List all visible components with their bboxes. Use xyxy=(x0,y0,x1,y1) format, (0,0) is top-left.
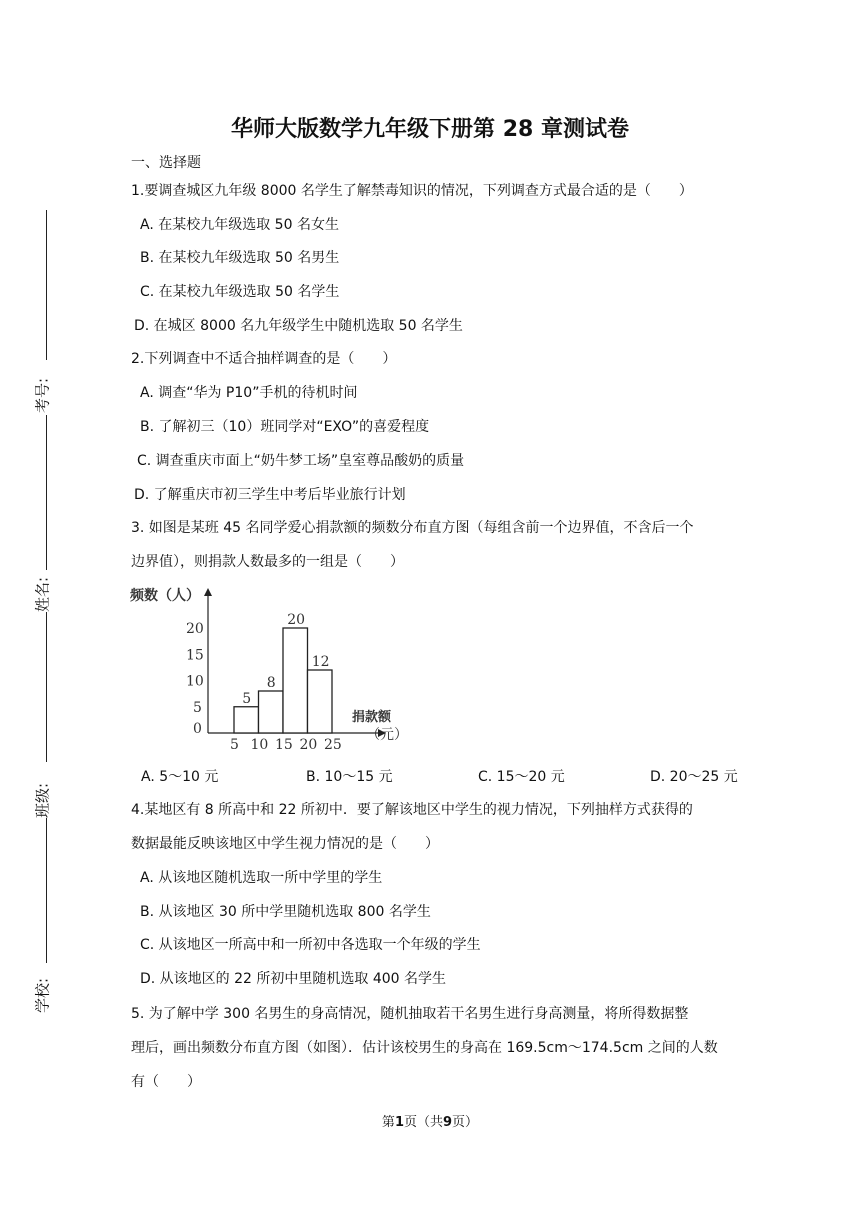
q1-stem: 1.要调查城区九年级 8000 名学生了解禁毒知识的情况，下列调查方式最合适的是（ ） xyxy=(131,183,693,199)
x-tick-label: 15 xyxy=(275,737,293,753)
label-name: 姓名: xyxy=(33,576,52,613)
q2-option-b: B. 了解初三（10）班同学对“EXO”的喜爱程度 xyxy=(140,419,430,435)
q3-stem-line2: 边界值），则捐款人数最多的一组是（ ） xyxy=(131,554,404,570)
x-tick-label: 20 xyxy=(299,737,318,753)
q2-option-c: C. 调查重庆市面上“奶牛梦工场”皇室尊品酸奶的质量 xyxy=(137,453,465,469)
q4-stem-line1: 4.某地区有 8 所高中和 22 所初中．要了解该地区中学生的视力情况，下列抽样方式获得的 xyxy=(131,802,693,818)
footer-mid: 页（共 xyxy=(403,1115,443,1130)
footer-suffix: 页） xyxy=(452,1115,479,1130)
page-footer xyxy=(0,1111,860,1130)
histogram-chart xyxy=(128,582,428,762)
y-axis-arrow xyxy=(204,588,212,596)
q3-stem-line1: 3. 如图是某班 45 名同学爱心捐款额的频数分布直方图（每组含前一个边界值，不含后一个 xyxy=(131,520,694,536)
histogram-bar xyxy=(283,628,308,733)
y-tick-label: 10 xyxy=(186,673,204,690)
x-axis-label-line1: 捐款额 xyxy=(352,710,392,725)
q3-option-c: C. 15～20 元 xyxy=(478,769,565,785)
q4-option-d: D. 从该地区的 22 所初中里随机选取 400 名学生 xyxy=(140,971,447,987)
section-heading: 一、选择题 xyxy=(131,155,201,171)
bar-value-label: 8 xyxy=(266,675,276,691)
x-tick-label: 5 xyxy=(230,737,239,753)
y-axis-label: 频数（人） xyxy=(130,588,200,604)
y-tick-label: 5 xyxy=(193,699,202,716)
q2-stem: 2.下列调查中不适合抽样调查的是（ ） xyxy=(131,351,397,367)
binding-line xyxy=(46,818,47,963)
q1-option-a: A. 在某校九年级选取 50 名女生 xyxy=(140,217,339,233)
q3-option-d: D. 20～25 元 xyxy=(650,769,738,785)
bar-value-label: 5 xyxy=(242,690,252,707)
q4-option-a: A. 从该地区随机选取一所中学里的学生 xyxy=(140,870,383,886)
binding-line xyxy=(46,612,47,762)
q3-option-b: B. 10～15 元 xyxy=(306,769,393,785)
x-tick-label: 25 xyxy=(324,737,342,753)
label-exam-number: 考号: xyxy=(33,377,52,414)
histogram-bar xyxy=(234,707,259,733)
bar-value-label: 12 xyxy=(311,654,330,670)
y-tick-label: 20 xyxy=(186,621,204,637)
label-class: 班级: xyxy=(33,782,52,819)
q4-option-b: B. 从该地区 30 所中学里随机选取 800 名学生 xyxy=(140,904,431,920)
histogram-bar xyxy=(308,670,333,733)
q1-option-d: D. 在城区 8000 名九年级学生中随机选取 50 名学生 xyxy=(134,318,463,334)
q4-stem-line2: 数据最能反映该地区中学生视力情况的是（ ） xyxy=(131,836,439,852)
q5-stem-line3: 有（ ） xyxy=(131,1074,201,1090)
x-tick-label: 10 xyxy=(250,737,269,753)
q3-option-a: A. 5～10 元 xyxy=(141,769,219,785)
q5-stem-line1: 5. 为了解中学 300 名男生的身高情况，随机抽取若干名男生进行身高测量，将所得数据整 xyxy=(131,1006,689,1022)
q5-stem-line2: 理后，画出频数分布直方图（如图）．估计该校男生的身高在 169.5cm～174.5cm 之间的人数 xyxy=(131,1040,718,1056)
footer-total-pages: 9 xyxy=(443,1115,453,1130)
y-tick-label: 15 xyxy=(186,647,204,664)
footer-page-number: 1 xyxy=(394,1115,404,1130)
q4-option-c: C. 从该地区一所高中和一所初中各选取一个年级的学生 xyxy=(140,937,481,953)
page-title: 华师大版数学九年级下册第 28 章测试卷 xyxy=(231,117,629,142)
q2-option-d: D. 了解重庆市初三学生中考后毕业旅行计划 xyxy=(134,487,406,503)
y-tick-label: 0 xyxy=(193,721,202,737)
x-axis-label-line2: （元） xyxy=(366,727,408,743)
footer-prefix: 第 xyxy=(381,1115,395,1130)
q1-option-c: C. 在某校九年级选取 50 名学生 xyxy=(140,284,340,300)
binding-line xyxy=(46,415,47,570)
q2-option-a: A. 调查“华为 P10”手机的待机时间 xyxy=(140,385,358,401)
histogram-bar xyxy=(259,691,284,733)
bar-value-label: 20 xyxy=(287,612,306,628)
label-school: 学校: xyxy=(33,977,52,1014)
q1-option-b: B. 在某校九年级选取 50 名男生 xyxy=(140,250,340,266)
binding-line xyxy=(46,210,47,360)
